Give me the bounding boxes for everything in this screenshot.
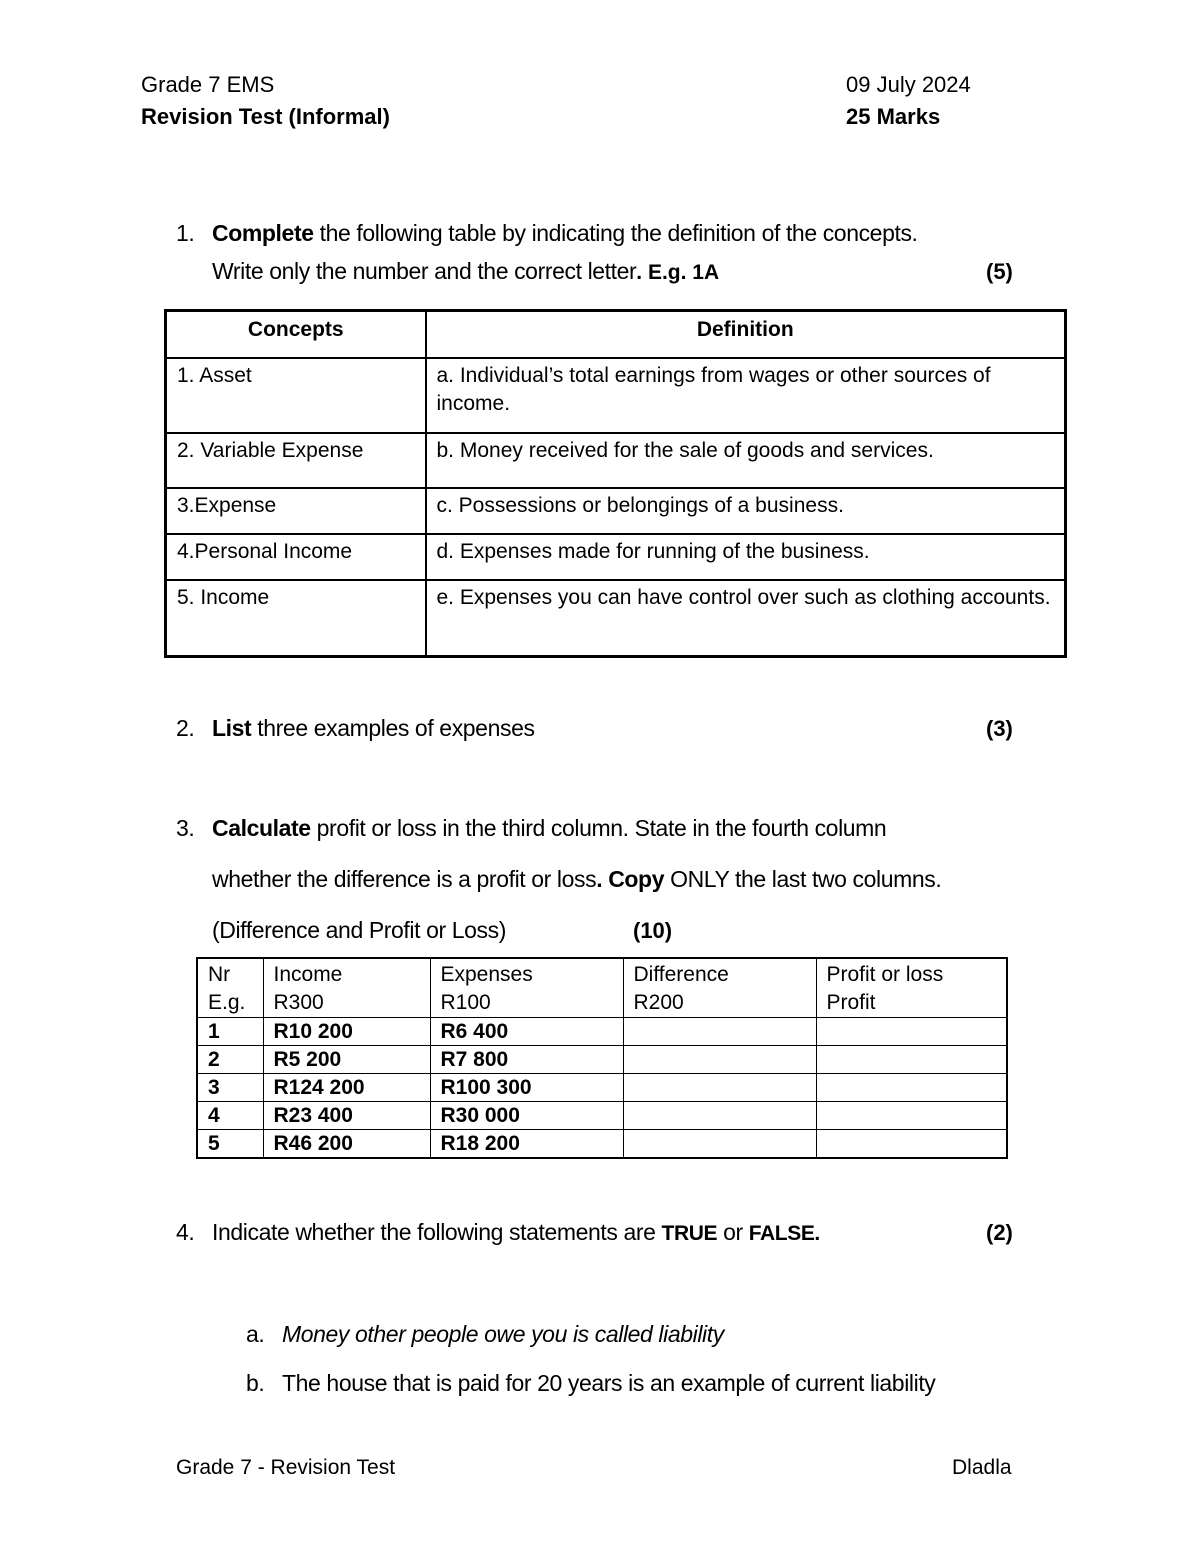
question-2: [176, 715, 535, 742]
expenses-cell: R30 000: [430, 1102, 623, 1130]
expenses-cell: R18 200: [430, 1130, 623, 1159]
table-row: [197, 1046, 1007, 1074]
true-word: TRUE: [661, 1222, 718, 1245]
definition-cell: a. Individual’s total earnings from wages or other sources of income.: [426, 358, 1066, 433]
column-header-difference: Difference: [633, 963, 729, 986]
header-cell: [263, 958, 430, 1018]
question-text: whether the difference is a profit or loss: [212, 866, 597, 892]
example-cell: E.g.: [208, 991, 246, 1014]
nr-cell: 4: [197, 1102, 263, 1130]
column-header-profit-or-loss: Profit or loss: [826, 963, 944, 986]
table-row: [197, 1018, 1007, 1046]
concepts-table: [164, 309, 1067, 658]
expenses-cell: R6 400: [430, 1018, 623, 1046]
concept-cell: 3.Expense: [166, 488, 426, 534]
header-cell: [623, 958, 816, 1018]
income-cell: R46 200: [263, 1130, 430, 1159]
question-number: 2.: [176, 715, 195, 741]
table-row: [197, 1102, 1007, 1130]
question-3-marks: (10): [633, 918, 673, 943]
profit-loss-cell: [816, 1046, 1007, 1074]
column-header-definition: Definition: [426, 311, 1066, 358]
question-text: Write only the number and the correct letter: [212, 258, 637, 284]
difference-cell: [623, 1130, 816, 1159]
profit-loss-cell: [816, 1102, 1007, 1130]
income-cell: R5 200: [263, 1046, 430, 1074]
profit-loss-cell: [816, 1074, 1007, 1102]
question-1-marks: (5): [986, 259, 1013, 284]
concept-cell: 5. Income: [166, 580, 426, 657]
statement-a: [246, 1321, 724, 1348]
nr-cell: 3: [197, 1074, 263, 1102]
footer-left: Grade 7 - Revision Test: [176, 1456, 396, 1479]
income-cell: R10 200: [263, 1018, 430, 1046]
or-word: or: [717, 1219, 749, 1245]
question-4: [176, 1219, 820, 1246]
question-3-line-3: (Difference and Profit or Loss): [212, 917, 506, 943]
subject-label: Grade 7 EMS: [141, 72, 275, 97]
definition-cell: e. Expenses you can have control over such as clothing accounts.: [426, 580, 1066, 657]
question-verb: List: [212, 715, 252, 741]
table-header-row: [197, 958, 1007, 1018]
column-header-income: Income: [273, 963, 343, 986]
definition-cell: b. Money received for the sale of goods and services.: [426, 433, 1066, 488]
question-number: 4.: [176, 1219, 195, 1245]
question-1-line-2: [212, 258, 719, 285]
question-1: [176, 220, 918, 247]
concept-cell: 2. Variable Expense: [166, 433, 426, 488]
example-cell: R300: [273, 991, 324, 1014]
question-3-line-2: [212, 866, 941, 893]
footer-right: Dladla: [952, 1456, 1012, 1479]
nr-cell: 2: [197, 1046, 263, 1074]
question-verb: Calculate: [212, 815, 311, 841]
nr-cell: 5: [197, 1130, 263, 1159]
table-row: [166, 433, 1066, 488]
profit-loss-table: [196, 957, 1008, 1159]
table-row: [166, 580, 1066, 657]
table-row: [197, 1130, 1007, 1159]
example-cell: R100: [440, 991, 491, 1014]
example-cell: Profit: [826, 991, 876, 1014]
difference-cell: [623, 1074, 816, 1102]
header-cell: [197, 958, 263, 1018]
column-header-nr: Nr: [208, 963, 231, 986]
profit-loss-cell: [816, 1018, 1007, 1046]
table-row: [166, 534, 1066, 580]
difference-cell: [623, 1046, 816, 1074]
question-verb: Complete: [212, 220, 314, 246]
statement-letter: a.: [246, 1321, 265, 1347]
question-number: 1.: [176, 220, 195, 246]
column-header-expenses: Expenses: [440, 963, 533, 986]
definition-cell: c. Possessions or belongings of a business.: [426, 488, 1066, 534]
table-row: [197, 1074, 1007, 1102]
question-text: profit or loss in the third column. State in the fourth column: [310, 815, 887, 841]
expenses-cell: R100 300: [430, 1074, 623, 1102]
definition-cell: d. Expenses made for running of the business.: [426, 534, 1066, 580]
question-number: 3.: [176, 815, 195, 841]
test-date: 09 July 2024: [846, 72, 971, 97]
statement-letter: b.: [246, 1370, 265, 1396]
difference-cell: [623, 1018, 816, 1046]
header-cell: [430, 958, 623, 1018]
concept-cell: 1. Asset: [166, 358, 426, 433]
question-text: three examples of expenses: [251, 715, 535, 741]
statement-b: [246, 1370, 935, 1397]
example-cell: R200: [633, 991, 684, 1014]
table-row: [166, 488, 1066, 534]
test-name: Revision Test (Informal): [141, 104, 390, 129]
statement-text: The house that is paid for 20 years is an example of current liability: [282, 1370, 936, 1396]
expenses-cell: R7 800: [430, 1046, 623, 1074]
table-row: [166, 358, 1066, 433]
nr-cell: 1: [197, 1018, 263, 1046]
question-3: [176, 815, 886, 842]
question-example: . E.g. 1A: [636, 261, 720, 284]
column-header-concepts: Concepts: [166, 311, 426, 358]
question-text: the following table by indicating the definition of the concepts.: [313, 220, 918, 246]
question-copy: . Copy: [596, 866, 665, 892]
question-text: Indicate whether the following statements are: [212, 1219, 662, 1245]
income-cell: R124 200: [263, 1074, 430, 1102]
total-marks: 25 Marks: [846, 104, 941, 129]
question-4-marks: (2): [986, 1220, 1013, 1245]
statement-text: Money other people owe you is called liability: [282, 1321, 724, 1347]
header-cell: [816, 958, 1007, 1018]
difference-cell: [623, 1102, 816, 1130]
question-2-marks: (3): [986, 716, 1013, 741]
concept-cell: 4.Personal Income: [166, 534, 426, 580]
income-cell: R23 400: [263, 1102, 430, 1130]
question-text: ONLY the last two columns.: [664, 866, 942, 892]
false-word: FALSE.: [748, 1222, 820, 1245]
profit-loss-cell: [816, 1130, 1007, 1159]
